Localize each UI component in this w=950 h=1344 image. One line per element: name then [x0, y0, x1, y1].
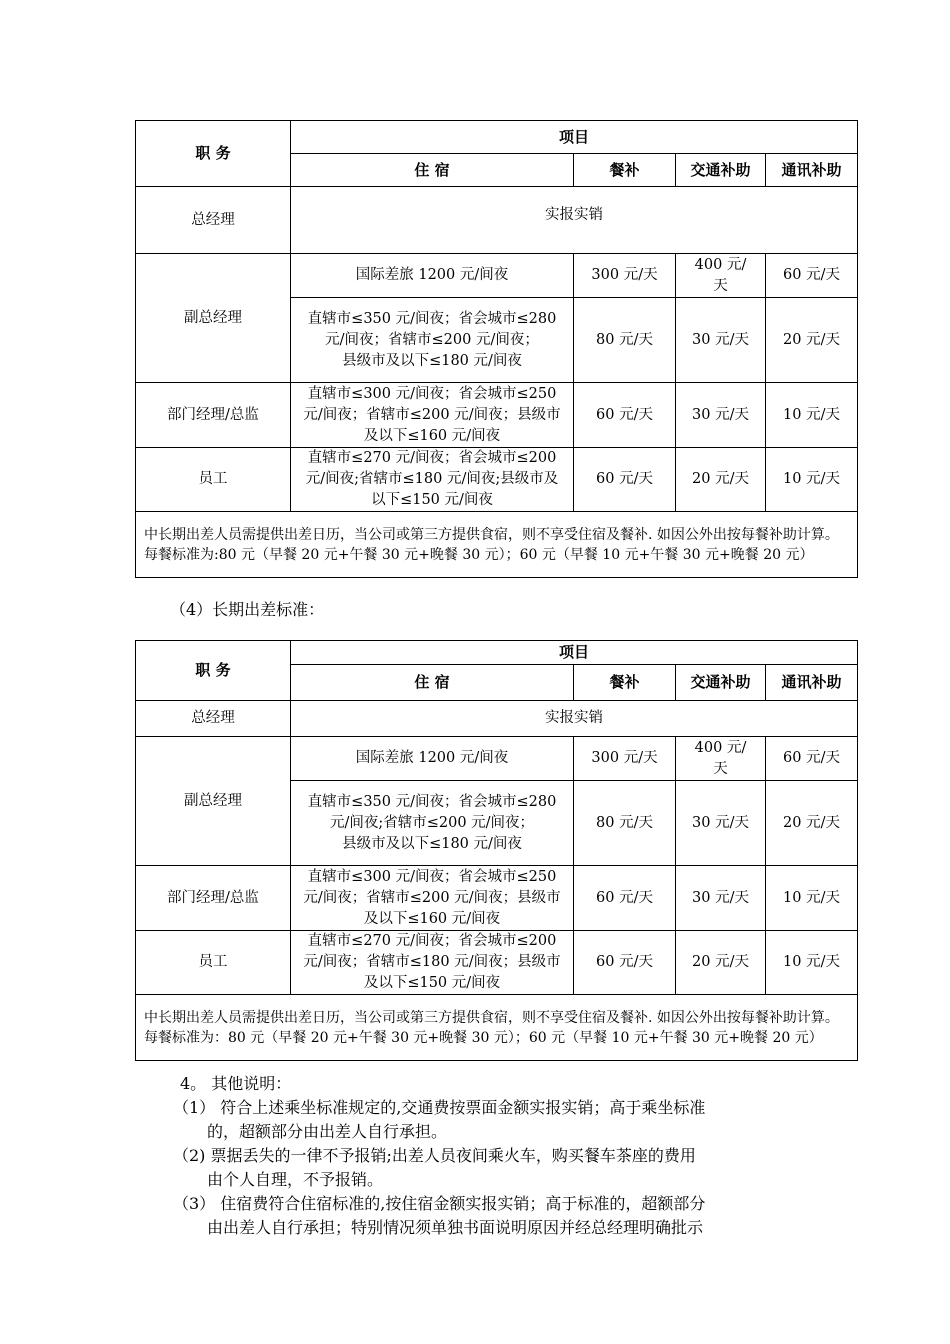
other-heading: 4。 其他说明：	[180, 1074, 292, 1093]
header-comm: 通讯补助	[766, 154, 858, 187]
row-label-dm: 部门经理/总监	[136, 383, 291, 448]
dm-transport: 30 元/天	[676, 383, 766, 448]
vp-dom-transport: 30 元/天	[676, 781, 766, 866]
other-item-1-line-1: （1） 符合上述乘坐标准规定的,交通费按票面金额实报实销；高于乘坐标准	[173, 1098, 706, 1117]
staff-lodging: 直辖市≤270 元/间夜；省会城市≤200 元/间夜；省辖市≤180 元/间夜；县级市及以下≤150 元/间夜	[291, 931, 574, 995]
other-item-1-line-2: 的，超额部分由出差人自行承担。	[207, 1122, 448, 1141]
header-meal: 餐补	[574, 154, 676, 187]
section-4-label: （4）长期出差标准：	[170, 600, 325, 619]
staff-meal: 60 元/天	[574, 448, 676, 512]
vp-dom-transport: 30 元/天	[676, 298, 766, 383]
vp-intl-meal: 300 元/天	[574, 254, 676, 298]
vp-dom-meal: 80 元/天	[574, 781, 676, 866]
staff-comm: 10 元/天	[766, 448, 858, 512]
standard-table-1	[135, 120, 858, 578]
staff-transport: 20 元/天	[676, 931, 766, 995]
dm-lodging: 直辖市≤300 元/间夜；省会城市≤250 元/间夜；省辖市≤200 元/间夜；县级市及以下≤160 元/间夜	[291, 383, 574, 448]
header-transport: 交通补助	[676, 154, 766, 187]
staff-transport: 20 元/天	[676, 448, 766, 512]
vp-intl-transport: 400 元/天	[676, 737, 766, 781]
other-item-2-line-1: （2) 票据丢失的一律不予报销;出差人员夜间乘火车，购买餐车茶座的费用	[173, 1146, 696, 1165]
dm-transport: 30 元/天	[676, 866, 766, 931]
vp-dom-lodging: 直辖市≤350 元/间夜；省会城市≤280 元/间夜;省辖市≤200 元/间夜； 县级市及以下≤180 元/间夜	[291, 781, 574, 866]
dm-comm: 10 元/天	[766, 383, 858, 448]
header-position: 职 务	[136, 641, 291, 701]
header-position: 职 务	[136, 121, 291, 187]
dm-meal: 60 元/天	[574, 866, 676, 931]
vp-dom-meal: 80 元/天	[574, 298, 676, 383]
other-item-3-line-1: （3） 住宿费符合住宿标准的,按住宿金额实报实销；高于标准的，超额部分	[173, 1194, 706, 1213]
header-project: 项目	[291, 121, 858, 154]
header-lodging: 住 宿	[291, 154, 574, 187]
vp-dom-lodging: 直辖市≤350 元/间夜；省会城市≤280 元/间夜；省辖市≤200 元/间夜； 县级市及以下≤180 元/间夜	[291, 298, 574, 383]
row-label-staff: 员工	[136, 448, 291, 512]
vp-dom-comm: 20 元/天	[766, 781, 858, 866]
header-project: 项目	[291, 641, 858, 665]
vp-intl-lodging: 国际差旅 1200 元/间夜	[291, 737, 574, 781]
header-transport: 交通补助	[676, 665, 766, 701]
dm-comm: 10 元/天	[766, 866, 858, 931]
vp-intl-transport: 400 元/天	[676, 254, 766, 298]
vp-dom-comm: 20 元/天	[766, 298, 858, 383]
header-comm: 通讯补助	[766, 665, 858, 701]
dm-lodging: 直辖市≤300 元/间夜；省会城市≤250 元/间夜；省辖市≤200 元/间夜；县级市及以下≤160 元/间夜	[291, 866, 574, 931]
vp-intl-lodging: 国际差旅 1200 元/间夜	[291, 254, 574, 298]
other-item-2-line-2: 由个人自理，不予报销。	[207, 1170, 384, 1189]
staff-comm: 10 元/天	[766, 931, 858, 995]
row-label-vp: 副总经理	[136, 737, 291, 866]
row-label-staff: 员工	[136, 931, 291, 995]
row-label-gm: 总经理	[136, 701, 291, 737]
staff-meal: 60 元/天	[574, 931, 676, 995]
dm-meal: 60 元/天	[574, 383, 676, 448]
other-item-3-line-2: 由出差人自行承担；特别情况须单独书面说明原因并经总经理明确批示	[207, 1218, 704, 1237]
table-note: 中长期出差人员需提供出差日历，当公司或第三方提供食宿，则不享受住宿及餐补. 如因公外出按每餐补助计算。每餐标准为:80 元（早餐 20 元+午餐 30 元+晚餐 30 元）；60 元（早餐 10 元+午餐 30 元+晚餐 20 元）	[136, 512, 858, 578]
vp-intl-meal: 300 元/天	[574, 737, 676, 781]
vp-intl-comm: 60 元/天	[766, 254, 858, 298]
row-label-gm: 总经理	[136, 187, 291, 254]
header-lodging: 住 宿	[291, 665, 574, 701]
standard-table-2	[135, 640, 858, 1061]
gm-value: 实报实销	[291, 701, 858, 737]
gm-value: 实报实销	[291, 187, 858, 254]
staff-lodging: 直辖市≤270 元/间夜；省会城市≤200 元/间夜;省辖市≤180 元/间夜;县级市及以下≤150 元/间夜	[291, 448, 574, 512]
header-meal: 餐补	[574, 665, 676, 701]
row-label-dm: 部门经理/总监	[136, 866, 291, 931]
vp-intl-comm: 60 元/天	[766, 737, 858, 781]
table-note: 中长期出差人员需提供出差日历，当公司或第三方提供食宿，则不享受住宿及餐补. 如因公外出按每餐补助计算。每餐标准为：80 元（早餐 20 元+午餐 30 元+晚餐 30 元）；60 元（早餐 10 元+午餐 30 元+晚餐 20 元）	[136, 995, 858, 1061]
row-label-vp: 副总经理	[136, 254, 291, 383]
